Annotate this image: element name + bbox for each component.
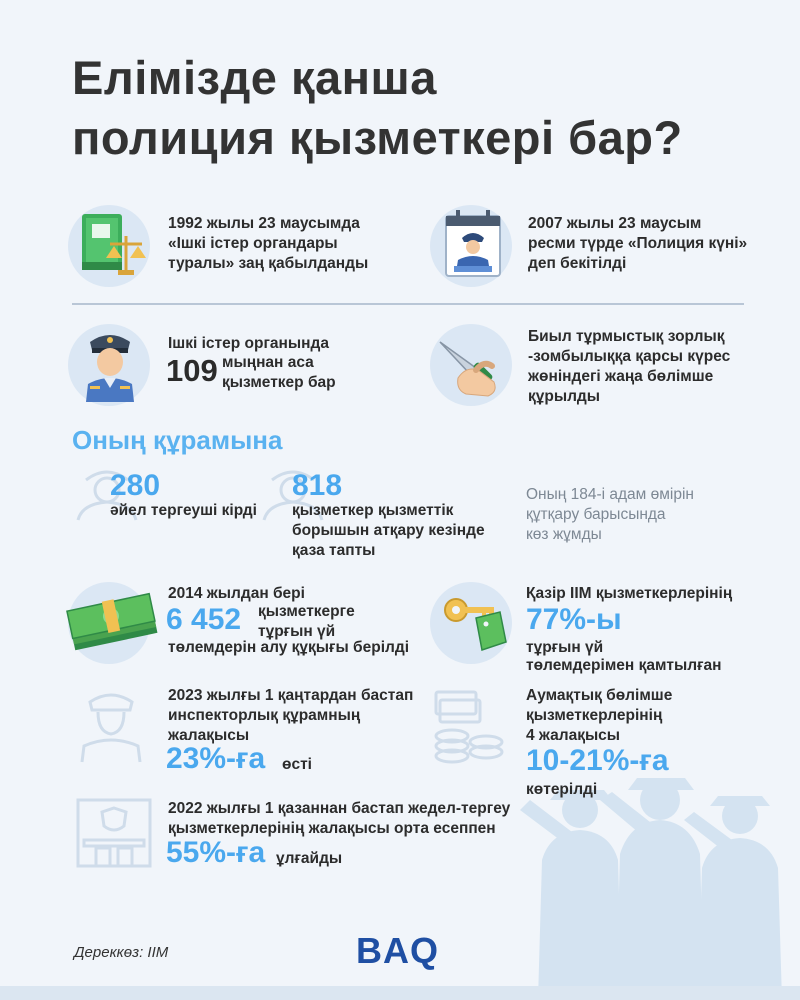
housing-2014-line-2 <box>258 602 355 642</box>
women-label: әйел тергеуші кірді <box>110 502 257 519</box>
fallen-line-2: борышын атқару кезінде <box>292 522 485 539</box>
building-icon <box>72 790 156 870</box>
page-title <box>72 48 772 168</box>
saved-line-1: Оның 184-і адам өмірін <box>526 486 694 503</box>
housing-now-line-3: төлемдерімен қамтылған <box>526 657 722 674</box>
salary-2023-text <box>168 686 413 746</box>
officer-silhouette-icon <box>78 686 144 764</box>
women-number: 280 <box>110 469 161 502</box>
housing-now-line-2: тұрғын үй <box>526 639 604 656</box>
housing-now-number: 77%-ы <box>526 603 622 636</box>
fact-2007-line-3: деп бекітілді <box>528 255 627 272</box>
housing-now-line-1: Қазір ІІМ қызметкерлерінің <box>526 585 733 602</box>
fact-2007 <box>528 214 747 274</box>
new-department <box>528 327 730 407</box>
fallen-line-3: қаза тапты <box>292 542 376 559</box>
staff-line-2a: мыңнан аса <box>222 354 314 371</box>
salary-2022-number: 55%-ға <box>166 836 266 869</box>
salary-2023-line-3: жалақысы <box>168 727 250 744</box>
salary-2022-line-2: қызметкерлерінің жалақысы орта есеппен <box>168 820 496 837</box>
section-divider <box>72 303 744 305</box>
housing-2014-line-3: төлемдерін алу құқығы берілді <box>168 639 410 656</box>
staff-line-1: Ішкі істер органында <box>168 335 329 352</box>
salary-2023-line-1: 2023 жылғы 1 қаңтардан бастап <box>168 687 414 704</box>
salary-2023-number: 23%-ға <box>166 742 266 775</box>
salary-regional-line-3: 4 жалақысы <box>526 727 621 744</box>
salary-regional-line-1: Аумақтық бөлімше <box>526 687 673 704</box>
fact-2007-line-2: ресми түрде «Полиция күні» <box>528 235 748 252</box>
fallen-text <box>292 501 485 561</box>
baq-logo: BAQ <box>356 930 439 971</box>
new-department-line-4: құрылды <box>528 388 601 405</box>
new-department-line-3: жөніндегі жаңа бөлімше <box>528 368 714 385</box>
fact-2007-line-1: 2007 жылы 23 маусым <box>528 215 702 232</box>
salary-regional-line-2: қызметкерлерінің <box>526 707 663 724</box>
bottom-strip <box>0 986 800 1000</box>
salary-2022-line-1: 2022 жылғы 1 қазаннан бастап жедел-тергеу <box>168 800 511 817</box>
staff-line-2b: қызметкер бар <box>222 374 336 391</box>
fact-1992 <box>168 214 368 274</box>
police-officer-icon <box>80 326 140 402</box>
fact-1992-line-1: 1992 жылы 23 маусымда <box>168 215 360 232</box>
salary-regional-text <box>526 686 672 746</box>
cash-stack-icon <box>62 590 162 652</box>
title-line-1: Елімізде қанша <box>72 51 437 104</box>
saved-line-3: көз жұмды <box>526 526 602 543</box>
law-book-icon <box>76 210 150 280</box>
saved-line-2: құтқару барысында <box>526 506 666 523</box>
title-line-2: полиция қызметкері бар? <box>72 111 683 164</box>
housing-2014-line-1: 2014 жылдан бері <box>168 585 305 602</box>
housing-2014-line-2b: тұрғын үй <box>258 623 336 640</box>
fallen-number: 818 <box>292 469 343 502</box>
source-label: Дереккөз: ІІМ <box>74 944 169 961</box>
housing-2014-line-2a: қызметкерге <box>258 603 355 620</box>
salary-2022-text <box>168 799 510 839</box>
coins-icon <box>430 686 508 766</box>
new-department-line-1: Биыл тұрмыстық зорлық <box>528 328 725 345</box>
staff-line-2 <box>222 353 336 393</box>
housing-2014-number: 6 452 <box>166 603 242 636</box>
salary-regional-suffix: көтерілді <box>526 781 598 798</box>
hand-knife-icon <box>436 330 506 400</box>
salary-2023-suffix: өсті <box>282 756 312 773</box>
saved-lives-text <box>526 485 694 545</box>
salary-regional-number: 10-21%-ға <box>526 744 669 777</box>
saluting-soldiers-icon <box>520 770 800 1000</box>
fact-1992-line-3: туралы» заң қабылданды <box>168 255 369 272</box>
new-department-line-2: -зомбылыққа қарсы күрес <box>528 348 731 365</box>
key-icon <box>440 590 510 656</box>
composition-title: Оның құрамына <box>72 425 283 455</box>
fallen-line-1: қызметкер қызметтік <box>292 502 454 519</box>
calendar-officer-icon <box>440 208 506 280</box>
fact-1992-line-2: «Ішкі істер органдары <box>168 235 338 252</box>
salary-2023-line-2: инспекторлық құрамның <box>168 707 361 724</box>
salary-2022-suffix: ұлғайды <box>276 850 343 867</box>
staff-number: 109 <box>166 353 218 388</box>
